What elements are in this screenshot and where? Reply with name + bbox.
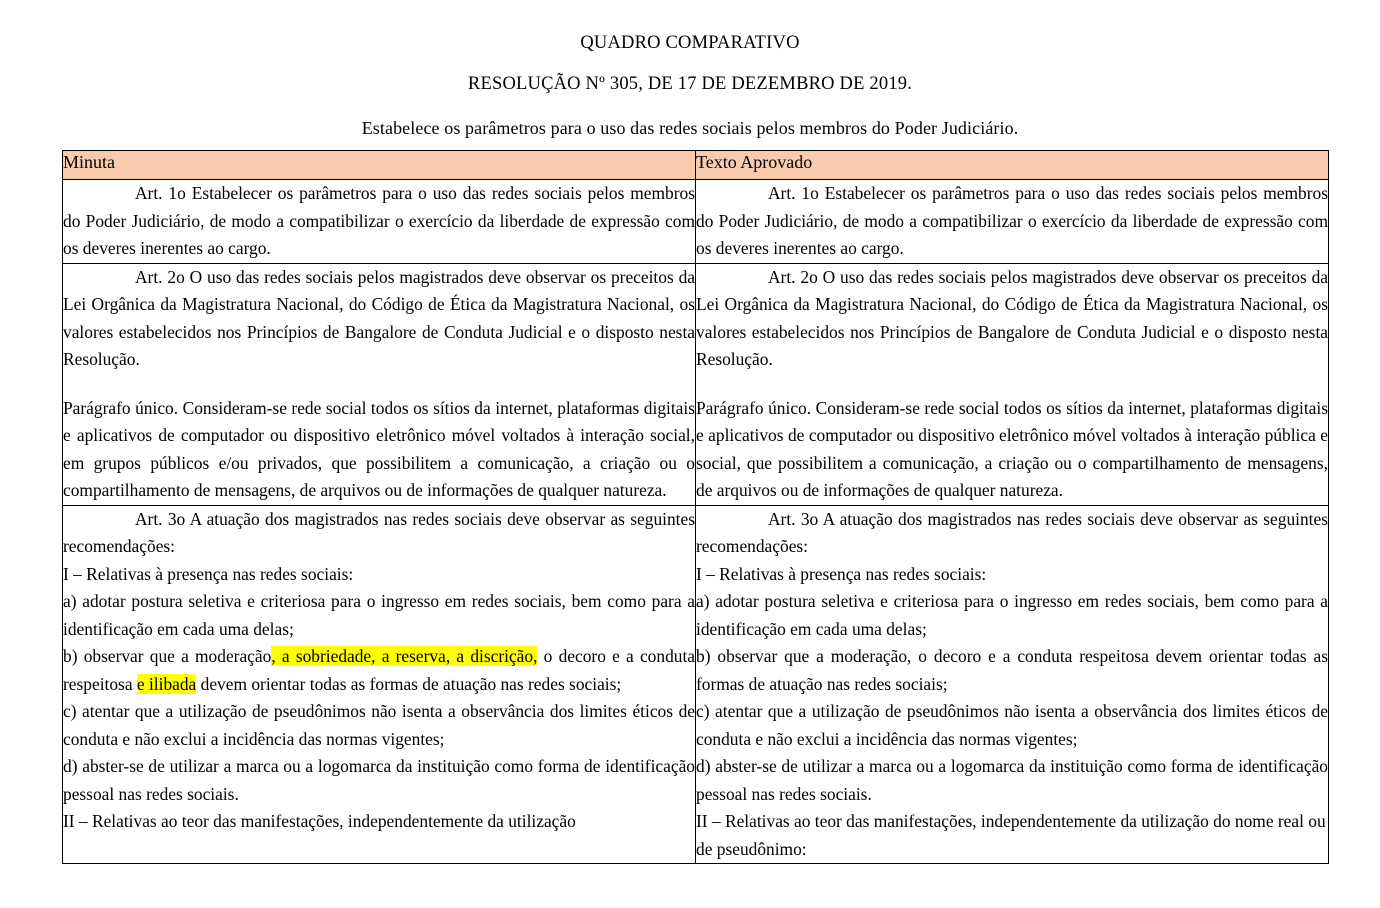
cell-left: [63, 180, 696, 264]
resolution-reference: RESOLUÇÃO Nº 305, DE 17 DE DEZEMBRO DE 2019.: [467, 74, 913, 95]
column-header-minuta: Minuta: [63, 151, 696, 180]
paragraph: Art. 3o A atuação dos magistrados nas redes sociais deve observar as seguintes recomendações:: [696, 508, 1328, 556]
document-description: Estabelece os parâmetros para o uso das redes sociais pelos membros do Poder Judiciário.: [361, 117, 1019, 138]
paragraph: Art. 3o A atuação dos magistrados nas redes sociais deve observar as seguintes recomendações:: [63, 508, 695, 556]
table-header-row: [63, 151, 1329, 180]
paragraph: Art. 2o O uso das redes sociais pelos magistrados deve observar os preceitos da Lei Orgânica da Magistratura Nacional, do Código de Ética da Magistratura Nacional, os valores estabelecidos nos Princípios de Bangalore de Conduta Judicial e o disposto nesta Resolução.: [63, 266, 695, 369]
paragraph: c) atentar que a utilização de pseudônimos não isenta a observância dos limites éticos de conduta e não exclui a incidência das normas vigentes;: [696, 701, 1328, 749]
column-header-texto-aprovado: Texto Aprovado: [696, 151, 1329, 180]
comparison-table: [62, 150, 1329, 864]
paragraph: II – Relativas ao teor das manifestações, independentemente da utilização: [63, 811, 576, 831]
paragraph: a) adotar postura seletiva e criteriosa para o ingresso em redes sociais, bem como para a identificação em cada uma delas;: [63, 591, 695, 639]
cell-left: [63, 505, 696, 864]
paragraph: Parágrafo único. Consideram-se rede social todos os sítios da internet, plataformas digitais e aplicativos de computador ou dispositivo eletrônico móvel voltados à interação social, em grupos públicos e/ou privados, que possibilitem a comunicação, a criação ou o compartilhamento de mensagens, de arquivos ou de informações de qualquer natureza.: [63, 397, 695, 500]
page-title: QUADRO COMPARATIVO: [580, 33, 800, 53]
highlighted-text: , a sobriedade, a reserva, a discrição,: [271, 646, 538, 666]
paragraph: [63, 643, 695, 698]
paragraph: Art. 1o Estabelecer os parâmetros para o uso das redes sociais pelos membros do Poder Judiciário, de modo a compatibilizar o exercício da liberdade de expressão com os deveres inerentes ao cargo.: [63, 183, 695, 258]
text-run: b) observar que a moderação: [63, 646, 272, 666]
paragraph: Parágrafo único. Consideram-se rede social todos os sítios da internet, plataformas digitais e aplicativos de computador ou dispositivo eletrônico móvel voltados à interação pública e social, que possibilitem a comunicação, a criação ou o compartilhamento de mensagens, de arquivos ou de informações de qualquer natureza.: [696, 397, 1328, 500]
paragraph: Art. 2o O uso das redes sociais pelos magistrados deve observar os preceitos da Lei Orgânica da Magistratura Nacional, do Código de Ética da Magistratura Nacional, os valores estabelecidos nos Princípios de Bangalore de Conduta Judicial e o disposto nesta Resolução.: [696, 266, 1328, 369]
paragraph: b) observar que a moderação, o decoro e a conduta respeitosa devem orientar todas as formas de atuação nas redes sociais;: [696, 646, 1328, 694]
cell-right: [696, 180, 1329, 264]
table-row: [63, 180, 1329, 264]
highlighted-text: e ilibada: [136, 673, 197, 694]
paragraph: Art. 1o Estabelecer os parâmetros para o uso das redes sociais pelos membros do Poder Judiciário, de modo a compatibilizar o exercício da liberdade de expressão com os deveres inerentes ao cargo.: [696, 183, 1328, 258]
paragraph: I – Relativas à presença nas redes sociais:: [63, 563, 354, 584]
paragraph: d) abster-se de utilizar a marca ou a logomarca da instituição como forma de identificação pessoal nas redes sociais.: [63, 756, 695, 804]
paragraph: II – Relativas ao teor das manifestações, independentemente da utilização do nome real ou de pseudônimo:: [696, 811, 1326, 859]
table-row: [63, 505, 1329, 864]
text-run: o decoro e a conduta respeitosa: [63, 646, 696, 694]
paragraph: I – Relativas à presença nas redes sociais:: [696, 563, 987, 584]
paragraph-spacer: [63, 374, 695, 395]
table-body: [63, 180, 1329, 864]
paragraph: a) adotar postura seletiva e criteriosa para o ingresso em redes sociais, bem como para a identificação em cada uma delas;: [696, 591, 1328, 639]
text-run: devem orientar todas as formas de atuação nas redes sociais;: [196, 673, 622, 694]
table-row: [63, 263, 1329, 505]
paragraph: c) atentar que a utilização de pseudônimos não isenta a observância dos limites éticos de conduta e não exclui a incidência das normas vigentes;: [63, 701, 695, 749]
cell-right: [696, 263, 1329, 505]
cell-right: [696, 505, 1329, 864]
paragraph-spacer: [696, 374, 1328, 395]
cell-left: [63, 263, 696, 505]
paragraph: d) abster-se de utilizar a marca ou a logomarca da instituição como forma de identificação pessoal nas redes sociais.: [696, 756, 1328, 804]
